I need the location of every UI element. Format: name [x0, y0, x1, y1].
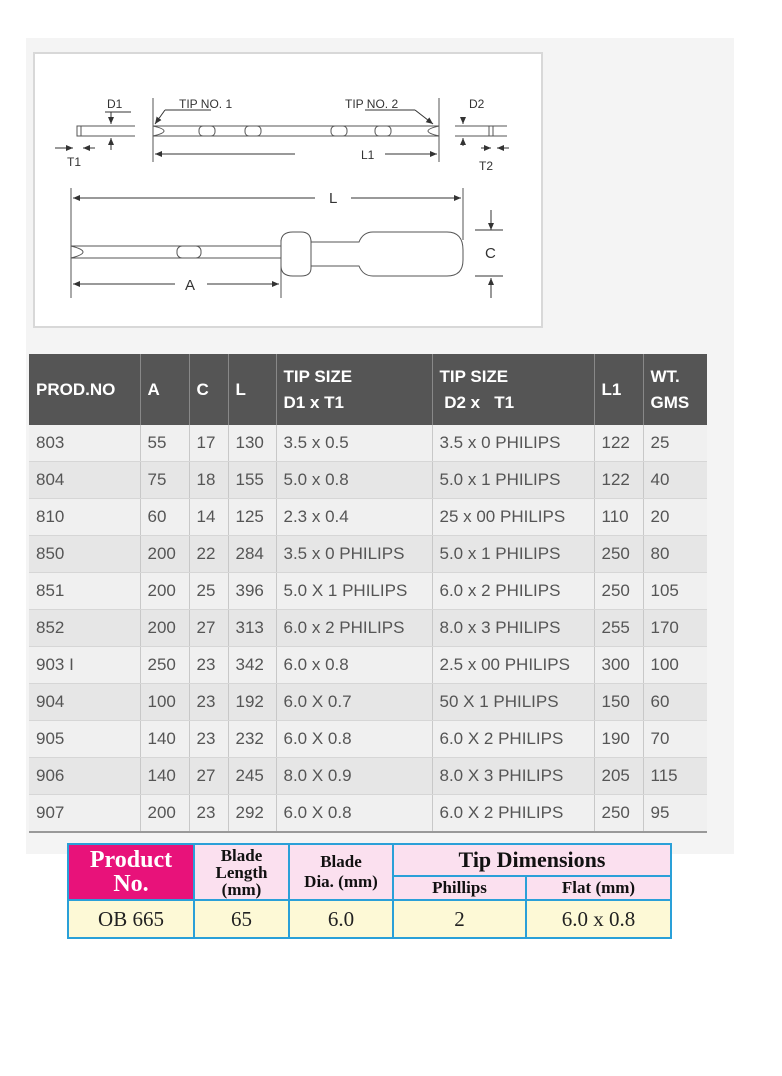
ob-tip-dimensions-header: Tip Dimensions — [393, 844, 671, 876]
table-cell: 803 — [29, 425, 140, 462]
spec-header-cell — [432, 354, 594, 425]
table-cell: 5.0 X 1 PHILIPS — [276, 573, 432, 610]
table-cell: 284 — [228, 536, 276, 573]
table-cell: 6.0 x 0.8 — [276, 647, 432, 684]
table-cell: 3.5 x 0 PHILIPS — [432, 425, 594, 462]
spec-table-head — [29, 354, 707, 425]
table-cell: 8.0 x 3 PHILIPS — [432, 610, 594, 647]
table-cell: 23 — [189, 647, 228, 684]
table-cell: 115 — [643, 758, 707, 795]
table-cell: 313 — [228, 610, 276, 647]
table-row — [29, 536, 707, 573]
table-cell: 804 — [29, 462, 140, 499]
table-cell: 20 — [643, 499, 707, 536]
spec-header-line: PROD.NO — [36, 379, 116, 399]
spec-header-cell — [228, 354, 276, 425]
ob-product-header-line1: Product — [89, 847, 173, 873]
label-c: C — [485, 245, 496, 262]
spec-header-cell — [594, 354, 643, 425]
table-cell: 150 — [594, 684, 643, 721]
table-cell: 6.0 x 2 PHILIPS — [432, 573, 594, 610]
label-d1: D1 — [107, 97, 123, 111]
label-t1: T1 — [67, 155, 82, 169]
table-cell: 125 — [228, 499, 276, 536]
table-cell: 140 — [140, 721, 189, 758]
table-cell: 245 — [228, 758, 276, 795]
table-cell: 23 — [189, 795, 228, 833]
ob-blade-length-line2: Length — [215, 862, 268, 882]
table-row — [29, 462, 707, 499]
table-cell: 25 — [643, 425, 707, 462]
table-cell: 250 — [594, 573, 643, 610]
table-cell: 904 — [29, 684, 140, 721]
table-cell: 810 — [29, 499, 140, 536]
ob-blade-length: 65 — [194, 900, 289, 938]
table-row — [29, 425, 707, 462]
table-row — [29, 647, 707, 684]
ob-blade-dia-line2: Dia. (mm) — [304, 872, 378, 891]
table-cell: 6.0 X 2 PHILIPS — [432, 795, 594, 833]
table-cell: 6.0 X 2 PHILIPS — [432, 721, 594, 758]
label-t2: T2 — [479, 159, 494, 173]
table-cell: 850 — [29, 536, 140, 573]
table-cell: 342 — [228, 647, 276, 684]
table-cell: 110 — [594, 499, 643, 536]
table-cell: 155 — [228, 462, 276, 499]
table-cell: 905 — [29, 721, 140, 758]
screwdriver-diagram — [33, 52, 543, 328]
ob-phillips: 2 — [393, 900, 526, 938]
table-cell: 60 — [643, 684, 707, 721]
table-cell: 122 — [594, 425, 643, 462]
table-cell: 5.0 x 1 PHILIPS — [432, 536, 594, 573]
table-cell: 852 — [29, 610, 140, 647]
table-cell: 250 — [594, 795, 643, 833]
ob-blade-dia: 6.0 — [289, 900, 393, 938]
table-cell: 200 — [140, 573, 189, 610]
ob-blade-dia-header — [289, 844, 393, 900]
label-tip1: TIP NO. 1 — [179, 97, 233, 111]
table-cell: 60 — [140, 499, 189, 536]
spec-header-line: D1 x T1 — [283, 392, 344, 412]
table-cell: 100 — [140, 684, 189, 721]
table-cell: 70 — [643, 721, 707, 758]
table-row — [29, 610, 707, 647]
ob-phillips-header: Phillips — [393, 876, 526, 900]
table-cell: 6.0 X 0.7 — [276, 684, 432, 721]
table-cell: 292 — [228, 795, 276, 833]
spec-header-line: L — [235, 379, 246, 399]
table-cell: 55 — [140, 425, 189, 462]
spec-header-cell — [140, 354, 189, 425]
spec-header-line: TIP SIZE — [283, 366, 353, 386]
table-cell: 6.0 X 0.8 — [276, 721, 432, 758]
screwdriver-drawing — [35, 54, 541, 326]
table-cell: 14 — [189, 499, 228, 536]
table-cell: 851 — [29, 573, 140, 610]
table-cell: 18 — [189, 462, 228, 499]
spec-header-line: A — [147, 379, 160, 399]
label-l1: L1 — [361, 148, 375, 162]
table-cell: 95 — [643, 795, 707, 833]
table-cell: 3.5 x 0.5 — [276, 425, 432, 462]
table-cell: 80 — [643, 536, 707, 573]
ob-product-header-line2: No. — [113, 871, 149, 897]
table-cell: 23 — [189, 684, 228, 721]
table-cell: 6.0 X 0.8 — [276, 795, 432, 833]
table-cell: 105 — [643, 573, 707, 610]
table-cell: 3.5 x 0 PHILIPS — [276, 536, 432, 573]
table-cell: 200 — [140, 536, 189, 573]
table-cell: 906 — [29, 758, 140, 795]
table-cell: 25 — [189, 573, 228, 610]
spec-header-cell — [29, 354, 140, 425]
table-row — [29, 573, 707, 610]
table-row — [29, 758, 707, 795]
spec-header-row — [29, 354, 707, 425]
double-blade-drawing — [77, 98, 507, 162]
table-cell: 2.3 x 0.4 — [276, 499, 432, 536]
ob-blade-dia-line1: Blade — [320, 852, 362, 871]
table-cell: 140 — [140, 758, 189, 795]
table-cell: 907 — [29, 795, 140, 833]
ob-flat-header: Flat (mm) — [526, 876, 671, 900]
table-row — [29, 721, 707, 758]
ob-product-header — [68, 844, 194, 900]
table-cell: 50 X 1 PHILIPS — [432, 684, 594, 721]
table-cell: 250 — [594, 536, 643, 573]
table-cell: 205 — [594, 758, 643, 795]
table-cell: 27 — [189, 610, 228, 647]
table-cell: 8.0 X 3 PHILIPS — [432, 758, 594, 795]
ob-table — [67, 843, 672, 939]
spec-table-body — [29, 425, 707, 832]
ob-flat: 6.0 x 0.8 — [526, 900, 671, 938]
table-cell: 40 — [643, 462, 707, 499]
table-cell: 25 x 00 PHILIPS — [432, 499, 594, 536]
table-cell: 396 — [228, 573, 276, 610]
table-cell: 232 — [228, 721, 276, 758]
table-cell: 2.5 x 00 PHILIPS — [432, 647, 594, 684]
table-row — [29, 795, 707, 833]
table-cell: 250 — [140, 647, 189, 684]
spec-header-line: C — [196, 379, 209, 399]
label-d2: D2 — [469, 97, 485, 111]
label-tip2: TIP NO. 2 — [345, 97, 399, 111]
table-cell: 255 — [594, 610, 643, 647]
ob-data-row — [68, 900, 671, 938]
table-cell: 170 — [643, 610, 707, 647]
table-cell: 27 — [189, 758, 228, 795]
upper-dimensions — [55, 110, 509, 154]
table-cell: 23 — [189, 721, 228, 758]
table-cell: 5.0 x 0.8 — [276, 462, 432, 499]
spec-header-line: WT. — [650, 366, 680, 386]
table-cell: 300 — [594, 647, 643, 684]
spec-header-line: GMS — [650, 392, 690, 412]
table-cell: 17 — [189, 425, 228, 462]
table-cell: 122 — [594, 462, 643, 499]
table-cell: 6.0 x 2 PHILIPS — [276, 610, 432, 647]
table-row — [29, 499, 707, 536]
spec-header-line: D2 x T1 — [439, 392, 515, 412]
table-cell: 5.0 x 1 PHILIPS — [432, 462, 594, 499]
ob-blade-length-header — [194, 844, 289, 900]
table-cell: 22 — [189, 536, 228, 573]
ob-header-row — [68, 844, 671, 876]
label-a: A — [185, 277, 196, 294]
table-cell: 100 — [643, 647, 707, 684]
table-row — [29, 684, 707, 721]
spec-header-cell — [189, 354, 228, 425]
table-cell: 200 — [140, 795, 189, 833]
ob-blade-length-line3: (mm) — [221, 879, 262, 899]
ob-product-no: OB 665 — [68, 900, 194, 938]
table-cell: 200 — [140, 610, 189, 647]
label-l: L — [329, 190, 338, 207]
spec-table — [29, 354, 707, 833]
table-cell: 75 — [140, 462, 189, 499]
table-cell: 8.0 X 0.9 — [276, 758, 432, 795]
table-cell: 190 — [594, 721, 643, 758]
spec-header-cell — [643, 354, 707, 425]
ob-blade-length-line1: Blade — [220, 845, 263, 865]
spec-header-line: TIP SIZE — [439, 366, 509, 386]
screwdriver-side-view — [71, 188, 463, 298]
spec-header-cell — [276, 354, 432, 425]
table-cell: 192 — [228, 684, 276, 721]
spec-header-line: L1 — [601, 379, 622, 399]
lower-dimensions — [73, 198, 503, 298]
table-cell: 130 — [228, 425, 276, 462]
table-cell: 903 I — [29, 647, 140, 684]
